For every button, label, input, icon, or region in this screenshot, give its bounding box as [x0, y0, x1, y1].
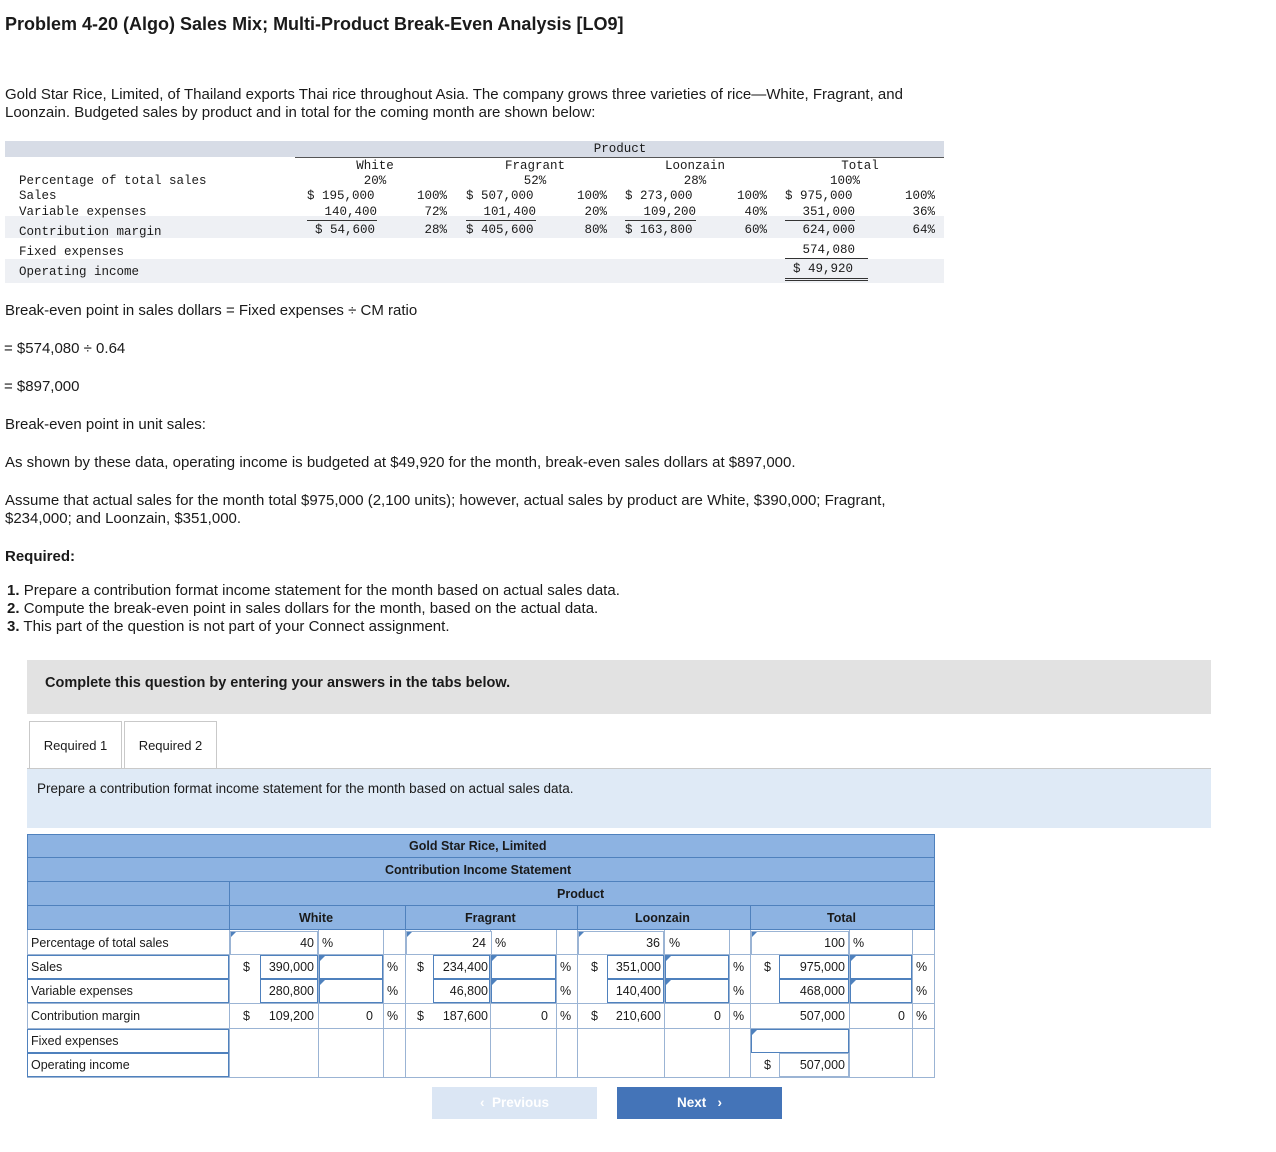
- total-cm-value: 507,000: [799, 1009, 845, 1023]
- fragrant-variable-pct: 20%: [584, 205, 607, 219]
- total-sales-dollar: $: [764, 960, 771, 974]
- white-sales: $ 195,000: [307, 189, 375, 203]
- row-label-pct: Percentage of total sales: [19, 174, 207, 188]
- row-label-sales: Sales: [19, 189, 57, 203]
- loonzain-sales-pct: 100%: [736, 189, 767, 203]
- white-variable: 140,400: [324, 205, 377, 219]
- total-cm-pct: 64%: [912, 223, 935, 237]
- chevron-left-icon: ‹: [479, 1095, 485, 1110]
- grid-col-total: Total: [827, 911, 856, 925]
- grid-row-variable: Variable expenses: [31, 984, 133, 998]
- grid-product-header: Product: [557, 887, 605, 901]
- white-cm-pct: 0: [366, 1009, 373, 1023]
- grid-col-fragrant: Fragrant: [465, 911, 516, 925]
- calc-line-5: As shown by these data, operating income is budgeted at $49,920 for the month, break-even sales dollars at $897,000.: [5, 454, 796, 471]
- loonzain-sales-input[interactable]: 351,000: [615, 960, 661, 974]
- total-variable: 351,000: [802, 205, 855, 219]
- total-fixed: 574,080: [802, 243, 855, 257]
- loonzain-sales-dollar: $: [591, 960, 598, 974]
- loonzain-cm-value: 210,600: [615, 1009, 661, 1023]
- white-cm-pct-sign: %: [387, 1009, 399, 1023]
- total-variable-input[interactable]: 468,000: [799, 984, 845, 998]
- total-cm-pct: 0: [898, 1009, 905, 1023]
- budget-table: [5, 141, 944, 283]
- instruction-banner: Complete this question by entering your answers in the tabs below.: [27, 660, 1211, 714]
- fragrant-variable-pct-sign: %: [560, 984, 572, 998]
- fragrant-cm-dollar: $: [417, 1009, 424, 1023]
- col-fragrant: Fragrant: [504, 159, 565, 173]
- company-name: Gold Star Rice, Limited: [409, 839, 547, 853]
- loonzain-sales-pct-sign: %: [733, 960, 745, 974]
- grid-row-opinc: Operating income: [31, 1058, 130, 1072]
- col-total: Total: [841, 159, 879, 173]
- white-cm-value: 109,200: [268, 1009, 314, 1023]
- total-sales: $ 975,000: [785, 189, 853, 203]
- fragrant-cm-value: 187,600: [442, 1009, 488, 1023]
- total-variable-pct-sign: %: [916, 984, 928, 998]
- fragrant-sales-pct-sign: %: [560, 960, 572, 974]
- chevron-right-icon: ›: [717, 1095, 723, 1110]
- statement-name: Contribution Income Statement: [385, 863, 572, 877]
- calc-line-1: Break-even point in sales dollars = Fixed expenses ÷ CM ratio: [5, 302, 418, 319]
- col-loonzain: Loonzain: [664, 159, 725, 173]
- fragrant-variable: 101,400: [483, 205, 536, 219]
- fragrant-cm-pct: 80%: [584, 223, 607, 237]
- next-button[interactable]: Next ›: [617, 1087, 782, 1119]
- grid-row-fixed: Fixed expenses: [31, 1034, 119, 1048]
- calc-line-2: = $574,080 ÷ 0.64: [4, 340, 126, 357]
- product-header: Product: [593, 142, 647, 156]
- fragrant-cm: $ 405,600: [466, 223, 534, 237]
- loonzain-pct-sign: %: [669, 936, 681, 950]
- row-label-opinc: Operating income: [19, 265, 140, 279]
- pct-fragrant: 52%: [523, 174, 547, 188]
- col-white: White: [356, 159, 394, 173]
- white-cm-dollar: $: [243, 1009, 250, 1023]
- loonzain-pct-input[interactable]: 36: [646, 936, 660, 950]
- white-sales-pct: 100%: [416, 189, 447, 203]
- fragrant-cm-pct-sign: %: [560, 1009, 572, 1023]
- white-sales-pct-sign: %: [387, 960, 399, 974]
- loonzain-sales: $ 273,000: [625, 189, 693, 203]
- grid-row-cm: Contribution margin: [31, 1009, 141, 1023]
- total-opinc-dollar: $: [764, 1058, 771, 1072]
- loonzain-cm-pct: 0: [714, 1009, 721, 1023]
- white-pct-input[interactable]: 40: [300, 936, 314, 950]
- row-label-cm: Contribution margin: [19, 225, 162, 239]
- white-variable-pct-sign: %: [387, 984, 399, 998]
- required-heading: Required:: [5, 548, 76, 565]
- loonzain-variable: 109,200: [643, 205, 696, 219]
- fragrant-variable-input[interactable]: 46,800: [449, 984, 488, 998]
- intro-text: Gold Star Rice, Limited, of Thailand exports Thai rice throughout Asia. The company grows three varieties of rice—White, Fragrant, and Loonzain. Budgeted sales by product and in total for the coming month are shown below:: [5, 86, 903, 121]
- grid-row-sales: Sales: [31, 960, 63, 974]
- total-opinc-value: 507,000: [799, 1058, 845, 1072]
- calc-line-4: Break-even point in unit sales:: [5, 416, 206, 433]
- calc-line-3: = $897,000: [4, 378, 80, 395]
- loonzain-cm: $ 163,800: [625, 223, 693, 237]
- white-variable-input[interactable]: 280,800: [268, 984, 314, 998]
- loonzain-variable-pct-sign: %: [733, 984, 745, 998]
- total-cm-pct-sign: %: [916, 1009, 928, 1023]
- total-opinc: $ 49,920: [793, 262, 854, 276]
- loonzain-cm-pct-sign: %: [733, 1009, 745, 1023]
- pct-loonzain: 28%: [683, 174, 707, 188]
- total-pct-sign: %: [853, 936, 865, 950]
- total-cm: 624,000: [802, 223, 855, 237]
- white-variable-pct: 72%: [424, 205, 447, 219]
- fragrant-sales-input[interactable]: 234,400: [442, 960, 488, 974]
- white-pct-sign: %: [322, 936, 334, 950]
- total-fixed-input[interactable]: [751, 1029, 845, 1053]
- white-sales-dollar: $: [243, 960, 250, 974]
- page-title: Problem 4-20 (Algo) Sales Mix; Multi-Product Break-Even Analysis [LO9]: [5, 14, 624, 34]
- assume-text: Assume that actual sales for the month total $975,000 (2,100 units); however, actual sales by product are White, $390,000; Fragrant, $234,000; and Loonzain, $351,000.: [5, 492, 886, 527]
- total-sales-pct-sign: %: [916, 960, 928, 974]
- row-label-variable: Variable expenses: [19, 205, 147, 219]
- pct-white: 20%: [363, 174, 387, 188]
- total-sales-input[interactable]: 975,000: [799, 960, 845, 974]
- fragrant-sales: $ 507,000: [466, 189, 534, 203]
- white-cm: $ 54,600: [315, 223, 376, 237]
- grid-row-pct: Percentage of total sales: [31, 936, 169, 950]
- fragrant-cm-pct: 0: [541, 1009, 548, 1023]
- tab-required-2[interactable]: Required 2: [124, 721, 217, 769]
- income-statement-grid: [27, 834, 935, 1078]
- white-sales-input[interactable]: 390,000: [268, 960, 314, 974]
- loonzain-variable-input[interactable]: 140,400: [615, 984, 661, 998]
- required-item-2: 2. Compute the break-even point in sales dollars for the month, based on the actual data.: [7, 600, 599, 617]
- total-sales-pct: 100%: [904, 189, 935, 203]
- required-item-3: 3. This part of the question is not part of your Connect assignment.: [7, 618, 450, 635]
- previous-button[interactable]: ‹ Previous: [432, 1087, 597, 1119]
- grid-col-white: White: [299, 911, 334, 925]
- fragrant-sales-pct: 100%: [576, 189, 607, 203]
- tab-prompt-panel: Prepare a contribution format income statement for the month based on actual sales data.: [27, 768, 1211, 828]
- grid-col-loonzain: Loonzain: [635, 911, 690, 925]
- fragrant-sales-dollar: $: [417, 960, 424, 974]
- fragrant-pct-input[interactable]: 24: [472, 936, 486, 950]
- total-pct-input[interactable]: 100: [824, 936, 845, 950]
- tab-required-1[interactable]: Required 1: [29, 721, 122, 769]
- white-cm-pct: 28%: [424, 223, 447, 237]
- fragrant-pct-sign: %: [495, 936, 507, 950]
- pct-total: 100%: [829, 174, 860, 188]
- required-item-1: 1. Prepare a contribution format income statement for the month based on actual sales data.: [7, 582, 620, 599]
- loonzain-cm-dollar: $: [591, 1009, 598, 1023]
- row-label-fixed: Fixed expenses: [19, 245, 125, 259]
- total-variable-pct: 36%: [912, 205, 935, 219]
- loonzain-cm-pct: 60%: [744, 223, 767, 237]
- loonzain-variable-pct: 40%: [744, 205, 767, 219]
